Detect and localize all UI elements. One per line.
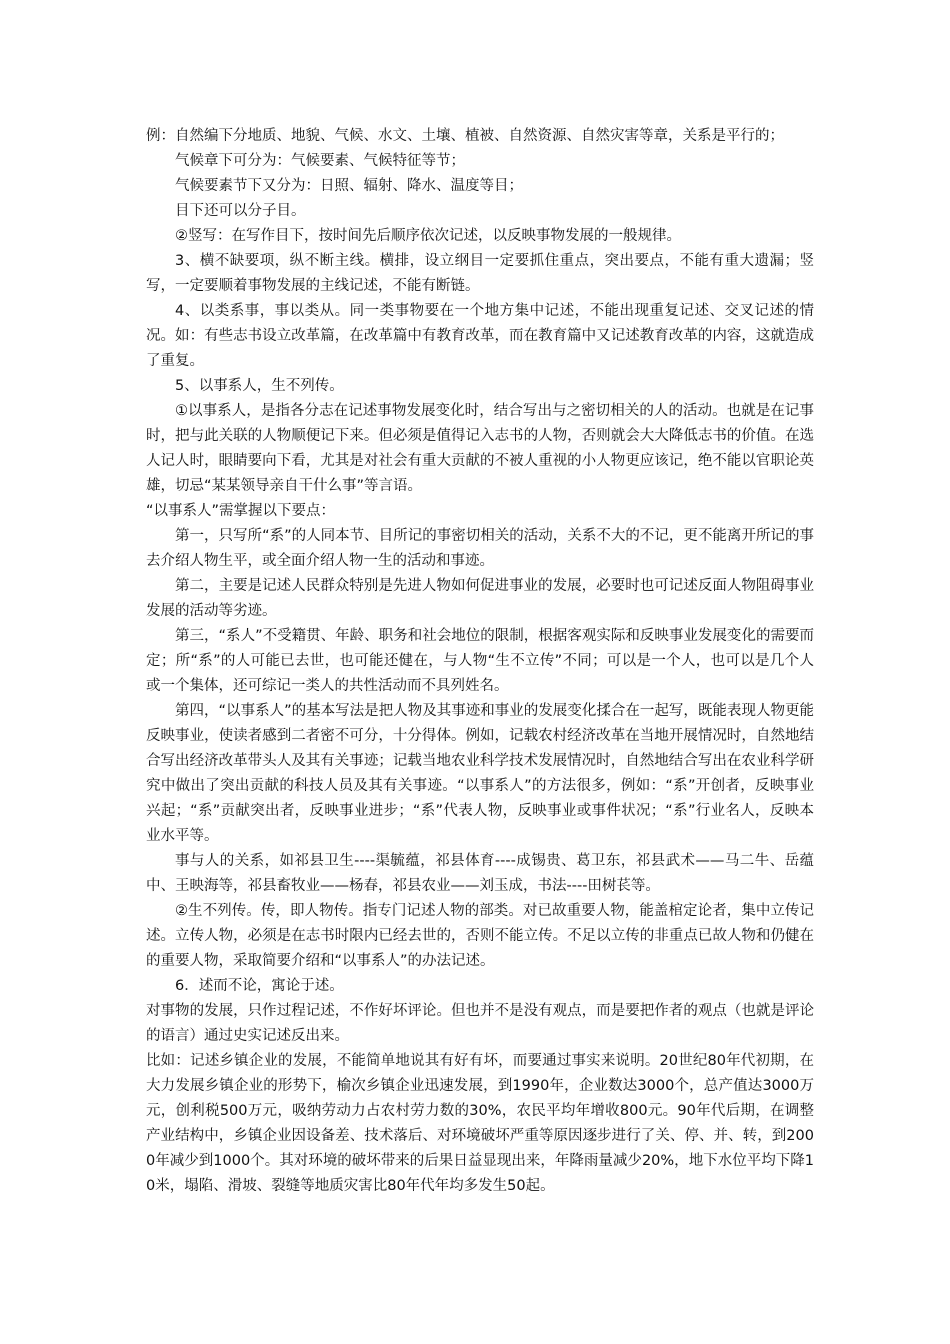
paragraph: 例：自然编下分地质、地貌、气候、水文、土壤、植被、自然资源、自然灾害等章，关系是平行的； <box>146 128 784 144</box>
paragraph: 3、横不缺要项，纵不断主线。横排，设立纲目一定要抓住重点，突出要点，不能有重大遗漏；竖写，一定要顺着事物发展的主线记述，不能有断链。 <box>146 253 814 294</box>
paragraph: “以事系人”需掌握以下要点： <box>146 503 336 519</box>
paragraph: ②生不列传。传，即人物传。指专门记述人物的部类。对已故重要人物，能盖棺定论者，集中立传记述。立传人物，必须是在志书时限内已经去世的，否则不能立传。不足以立传的非重点已故人物和仍健在的重要人物，采取简要介绍和“以事系人”的办法记述。 <box>146 903 814 969</box>
paragraph: 第二，主要是记述人民群众特别是先进人物如何促进事业的发展，必要时也可记述反面人物阻碍事业发展的活动等劣迹。 <box>146 578 814 619</box>
paragraph: 6．述而不论，寓论于述。 <box>175 978 344 994</box>
paragraph: 4、以类系事，事以类从。同一类事物要在一个地方集中记述，不能出现重复记述、交叉记述的情况。如：有些志书设立改革篇，在改革篇中有教育改革，而在教育篇中又记述教育改革的内容，这就造成了重复。 <box>146 303 814 369</box>
paragraph: 气候章下可分为：气候要素、气候特征等节； <box>175 153 465 169</box>
paragraph: 比如：记述乡镇企业的发展，不能简单地说其有好有坏，而要通过事实来说明。20世纪80年代初期，在大力发展乡镇企业的形势下，榆次乡镇企业迅速发展，到1990年，企业数达3000个，总产值达3000万元，创利税500万元，吸纳劳动力占农村劳力数的30%，农民平均年增收800元。90年代后期，在调整产业结构中，乡镇企业因设备差、技术落后、对环境破坏严重等原因逐步进行了关、停、并、转，到2000年减少到1000个。其对环境的破坏带来的后果日益显现出来，年降雨量减少20%，地下水位平均下降10米，塌陷、滑坡、裂缝等地质灾害比80年代年均多发生50起。 <box>146 1053 814 1194</box>
paragraph: 第三，“系人”不受籍贯、年龄、职务和社会地位的限制，根据客观实际和反映事业发展变化的需要而定；所“系”的人可能已去世，也可能还健在，与人物“生不立传”不同；可以是一个人，也可以是几个人或一个集体，还可综记一类人的共性活动而不具列姓名。 <box>146 628 814 694</box>
paragraph: 第一，只写所“系”的人同本节、目所记的事密切相关的活动，关系不大的不记，更不能离开所记的事去介绍人物生平，或全面介绍人物一生的活动和事迹。 <box>146 528 814 569</box>
paragraph: 事与人的关系，如祁县卫生----渠毓蕴，祁县体育----成锡贵、葛卫东，祁县武术——马二牛、岳蕴中、王映海等，祁县畜牧业——杨春，祁县农业——刘玉成，书法----田树苌等。 <box>146 853 814 894</box>
paragraph: 目下还可以分子目。 <box>175 203 306 219</box>
paragraph: 第四，“以事系人”的基本写法是把人物及其事迹和事业的发展变化揉合在一起写，既能表现人物更能反映事业，使读者感到二者密不可分，十分得体。例如，记载农村经济改革在当地开展情况时，自然地结合写出经济改革带头人及其有关事迹；记载当地农业科学技术发展情况时，自然地结合写出在农业科学研究中做出了突出贡献的科技人员及其有关事迹。“以事系人”的方法很多，例如：“系”开创者，反映事业兴起；“系”贡献突出者，反映事业进步；“系”代表人物，反映事业或事件状况；“系”行业名人，反映本业水平等。 <box>146 703 814 844</box>
document-page <box>146 124 814 1199</box>
paragraph: 气候要素节下又分为：日照、辐射、降水、温度等目； <box>175 178 523 194</box>
paragraph: 5、以事系人，生不列传。 <box>175 378 344 394</box>
paragraph: 对事物的发展，只作过程记述，不作好坏评论。但也并不是没有观点，而是要把作者的观点（也就是评论的语言）通过史实记述反出来。 <box>146 1003 814 1044</box>
paragraph: ①以事系人，是指各分志在记述事物发展变化时，结合写出与之密切相关的人的活动。也就是在记事时，把与此关联的人物顺便记下来。但必须是值得记入志书的人物，否则就会大大降低志书的价值。在选人记人时，眼睛要向下看，尤其是对社会有重大贡献的不被人重视的小人物更应该记，绝不能以官职论英雄，切忌“某某领导亲自干什么事”等言语。 <box>146 403 814 494</box>
paragraph: ②竖写：在写作目下，按时间先后顺序依次记述，以反映事物发展的一般规律。 <box>175 228 681 244</box>
